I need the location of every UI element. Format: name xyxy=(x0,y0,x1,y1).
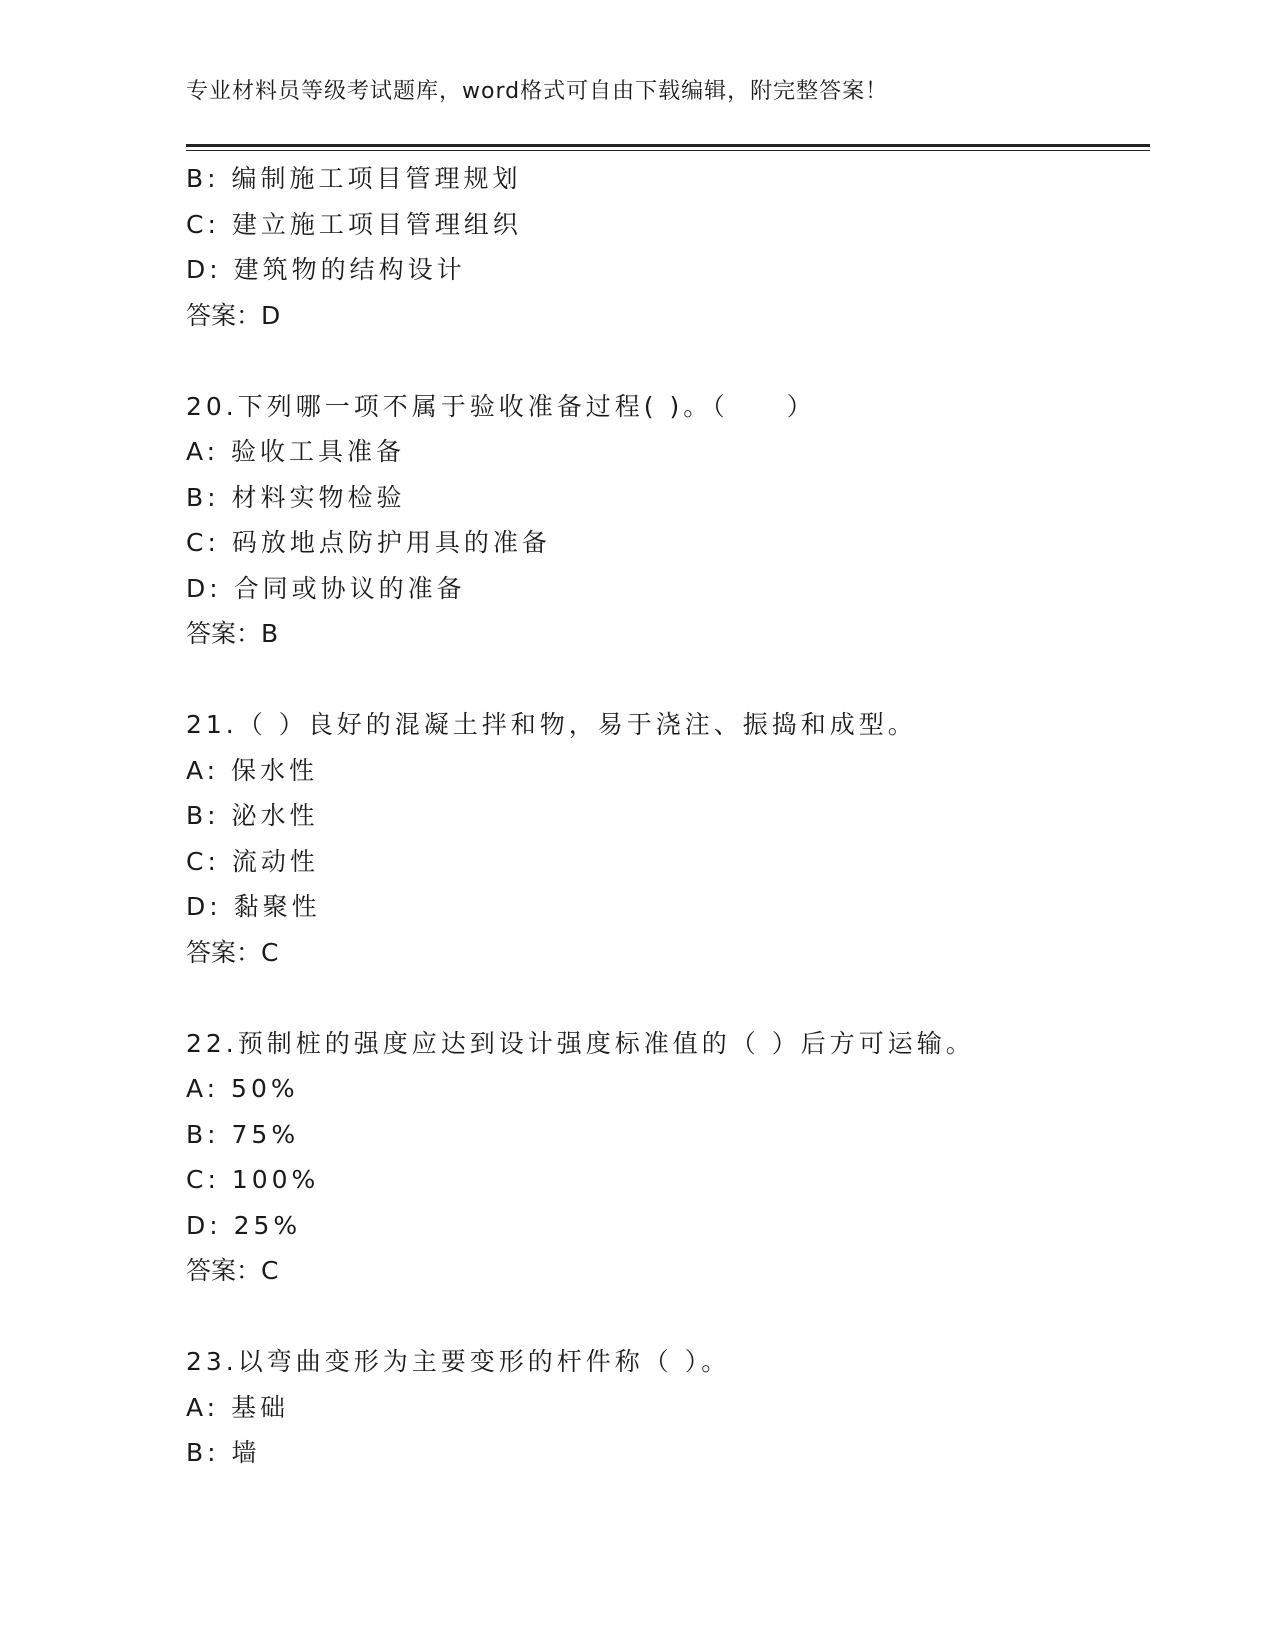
answer-line: 答案：C xyxy=(186,1256,279,1285)
answer-line: 答案：B xyxy=(186,619,279,648)
option-line: D: 25% xyxy=(186,1210,302,1240)
option-line: B: 编制施工项目管理规划 xyxy=(186,164,522,193)
option-line: C: 流动性 xyxy=(186,846,319,876)
option-line: D: 黏聚性 xyxy=(186,892,321,921)
question-21 xyxy=(186,702,1146,975)
answer-line: 答案：C xyxy=(186,937,279,967)
spacer xyxy=(186,338,1146,384)
header-divider-thin xyxy=(186,150,1150,151)
question-list xyxy=(186,156,1146,1476)
option-line: D: 合同或协议的准备 xyxy=(186,573,466,603)
question-22 xyxy=(186,1021,1146,1294)
option-line: C: 码放地点防护用具的准备 xyxy=(186,528,551,557)
option-line: A: 50% xyxy=(186,1074,299,1103)
header-divider-thick xyxy=(186,144,1150,147)
question-stem: 22.预制桩的强度应达到设计强度标准值的（ ）后方可运输。 xyxy=(186,1028,975,1058)
question-stem: 21.（ ）良好的混凝土拌和物，易于浇注、振捣和成型。 xyxy=(186,710,917,739)
question-stem: 23.以弯曲变形为主要变形的杆件称（ ）。 xyxy=(186,1347,731,1376)
option-line: A: 基础 xyxy=(186,1392,290,1422)
spacer xyxy=(186,975,1146,1021)
spacer xyxy=(186,1294,1146,1340)
option-line: A: 保水性 xyxy=(186,755,319,785)
option-line: A: 验收工具准备 xyxy=(186,437,406,466)
question-20 xyxy=(186,384,1146,657)
spacer xyxy=(186,657,1146,703)
answer-line: 答案：D xyxy=(186,300,281,330)
option-line: C: 100% xyxy=(186,1165,320,1194)
question-stem: 20.下列哪一项不属于验收准备过程( )。（ ） xyxy=(186,391,816,421)
page-header: 专业材料员等级考试题库，word格式可自由下载编辑，附完整答案！ xyxy=(186,79,889,104)
question-23 xyxy=(186,1339,1146,1476)
option-line: D: 建筑物的结构设计 xyxy=(186,255,466,284)
option-line: B: 75% xyxy=(186,1119,300,1149)
option-line: B: 泌水性 xyxy=(186,801,319,830)
continued-question xyxy=(186,156,1146,338)
option-line: B: 材料实物检验 xyxy=(186,482,406,512)
option-line: C: 建立施工项目管理组织 xyxy=(186,209,522,239)
option-line: B: 墙 xyxy=(186,1438,261,1467)
